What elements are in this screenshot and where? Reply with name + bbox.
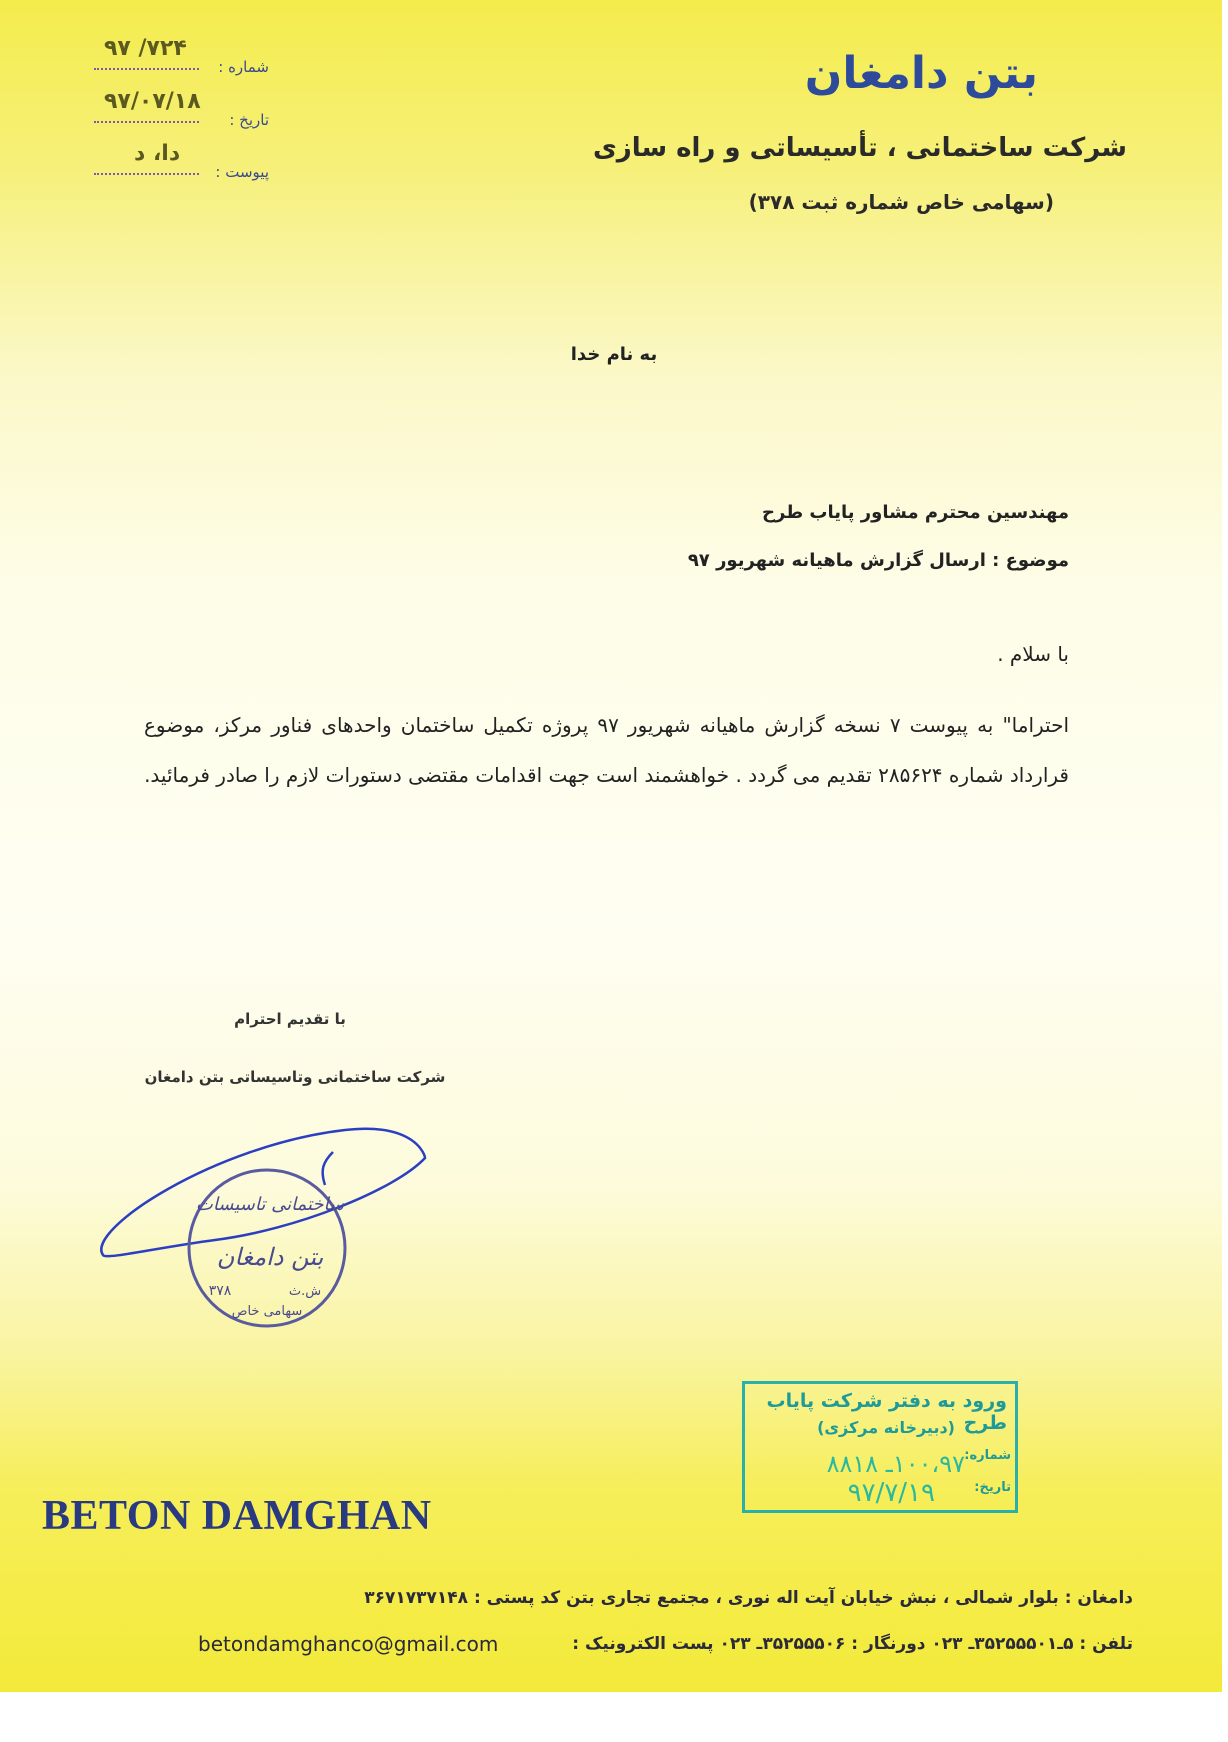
letter-date-value: ۹۷/۰۷/۱۸ <box>104 89 201 114</box>
stamp-number-value: ۱۰۰،۹۷ـ ۸۸۱۸ <box>826 1450 965 1478</box>
footer-address: دامغان : بلوار شمالی ، نبش خیابان آیت اله نوری ، مجتمع تجاری بتن کد پستی : ۳۶۷۱۷۳۷۱۴۸ <box>364 1588 1133 1608</box>
letter-number-field <box>94 36 269 76</box>
receipt-stamp <box>742 1381 1018 1513</box>
letter-date-field <box>94 89 269 129</box>
signatory: شرکت ساختمانی وتاسیساتی بتن دامغان <box>144 1068 446 1086</box>
company-type: شرکت ساختمانی ، تأسیساتی و راه سازی <box>592 133 1127 163</box>
addressee: مهندسین محترم مشاور پایاب طرح <box>762 502 1069 523</box>
closing: با تقدیم احترام <box>234 1010 346 1028</box>
dotted-line <box>94 173 199 175</box>
attachment-label: پیوست : <box>215 163 269 181</box>
stamp-date-value: ۹۷/۷/۱۹ <box>847 1478 935 1508</box>
letter-number-label: شماره : <box>218 58 269 76</box>
stamp-number-label: شماره: <box>964 1448 1011 1463</box>
letter-date-label: تاریخ : <box>229 111 269 129</box>
brand-name: BETON DAMGHAN <box>42 1493 432 1539</box>
dotted-line <box>94 68 199 70</box>
registration-info: (سهامی خاص شماره ثبت ۳۷۸) <box>748 190 1054 214</box>
stamp-date-label: تاریخ: <box>974 1480 1011 1495</box>
seal-type: سهامی خاص <box>231 1304 303 1319</box>
attachment-value: دا، د <box>134 141 181 166</box>
stamp-title: ورود به دفتر شرکت پایاب طرح <box>766 1390 1007 1434</box>
subject: موضوع : ارسال گزارش ماهیانه شهریور ۹۷ <box>687 550 1069 571</box>
footer-email[interactable]: betondamghanco@gmail.com <box>198 1632 499 1656</box>
bismillah: به نام خدا <box>570 344 658 365</box>
seal-text-top: ساختمانی تاسیسات <box>195 1194 345 1215</box>
company-logo: بتن دامغان <box>804 48 1038 99</box>
signature-and-seal <box>95 1090 435 1340</box>
seal-text-center: بتن دامغان <box>216 1243 324 1271</box>
stamp-subtitle: (دبیرخانه مرکزی) <box>817 1418 955 1437</box>
signature-stroke <box>101 1129 425 1256</box>
attachment-field <box>94 141 269 181</box>
letter-number-value: ۹۷ /۷۲۴ <box>104 36 187 61</box>
seal-reg: ۳۷۸ <box>208 1283 232 1299</box>
greeting: با سلام . <box>997 642 1069 666</box>
footer-contact: تلفن : ۵ـ۳۵۲۵۵۵۰۱ـ ۰۲۳ دورنگار : ۳۵۲۵۵۵۰۶ـ ۰۲۳ پست الکترونیک : <box>572 1634 1133 1654</box>
letter-body: احتراما" به پیوست ۷ نسخه گزارش ماهیانه شهریور ۹۷ پروژه تکمیل ساختمان واحدهای فناور مرکز، موضوع قرارداد شماره ۲۸۵۶۲۴ تقدیم می گردد . خواهشمند است جهت اقدامات مقتضی دستورات لازم را صادر فرمائید. <box>144 713 1069 787</box>
seal-reg-label: ش.ث <box>288 1284 322 1299</box>
dotted-line <box>94 121 199 123</box>
